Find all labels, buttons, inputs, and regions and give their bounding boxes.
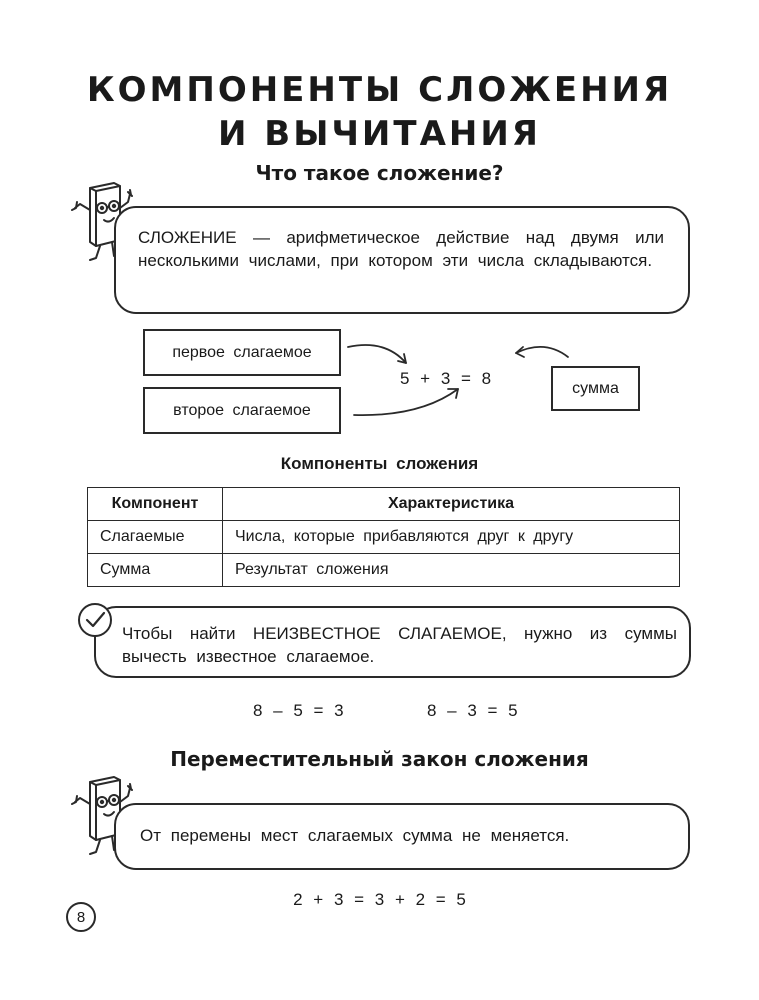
table-header-row: [88, 488, 680, 521]
table-cell: Числа, которые прибавляются друг к другу: [223, 521, 680, 554]
table-caption: Компоненты сложения: [280, 454, 479, 473]
components-table: [87, 487, 680, 587]
second-addend-label: второе слагаемое: [173, 401, 311, 419]
table-header-component: Компонент: [88, 488, 223, 521]
commutative-law-text: От перемены мест слагаемых сумма не меняется.: [140, 826, 570, 845]
page-title-line1: КОМПОНЕНТЫ СЛОЖЕНИЯ: [86, 70, 673, 110]
rule-note-text: Чтобы найти НЕИЗВЕСТНОЕ СЛАГАЕМОЕ, нужно из суммы вычесть известное слагаемое.: [122, 624, 677, 666]
definition-text: СЛОЖЕНИЕ — арифметическое действие над двумя или несколькими числами, при котором эти числа складываются.: [138, 228, 664, 270]
sum-label: сумма: [572, 379, 619, 397]
subtraction-example-2: 8 – 3 = 5: [427, 701, 518, 720]
page-number: [66, 902, 96, 932]
table-row: [88, 554, 680, 587]
definition-bubble: [114, 206, 690, 314]
arrow-first-addend: [348, 345, 406, 363]
table-header-characteristic: Характеристика: [223, 488, 680, 521]
second-addend-box: [143, 387, 341, 434]
arrow-second-addend: [354, 389, 458, 415]
page-title-line2: И ВЫЧИТАНИЯ: [218, 114, 541, 154]
first-addend-box: [143, 329, 341, 376]
first-addend-label: первое слагаемое: [172, 343, 312, 361]
subtraction-example-1: 8 – 5 = 3: [253, 701, 344, 720]
arrow-sum: [516, 347, 568, 357]
table-cell: Результат сложения: [223, 554, 680, 587]
table-cell: Слагаемые: [88, 521, 223, 554]
table-cell: Сумма: [88, 554, 223, 587]
commutative-law-example: 2 + 3 = 3 + 2 = 5: [293, 890, 466, 909]
section-heading-what-is-addition: Что такое сложение?: [255, 161, 504, 185]
rule-note-bubble: [94, 606, 691, 678]
page-number-text: 8: [76, 908, 86, 926]
addition-equation: 5 + 3 = 8: [400, 369, 492, 388]
checkmark-circle-icon: [76, 601, 114, 639]
commutative-law-bubble: [114, 803, 690, 870]
diagram-arrows: [340, 335, 580, 425]
table-row: [88, 521, 680, 554]
section-heading-commutative-law: Переместительный закон сложения: [170, 747, 589, 771]
